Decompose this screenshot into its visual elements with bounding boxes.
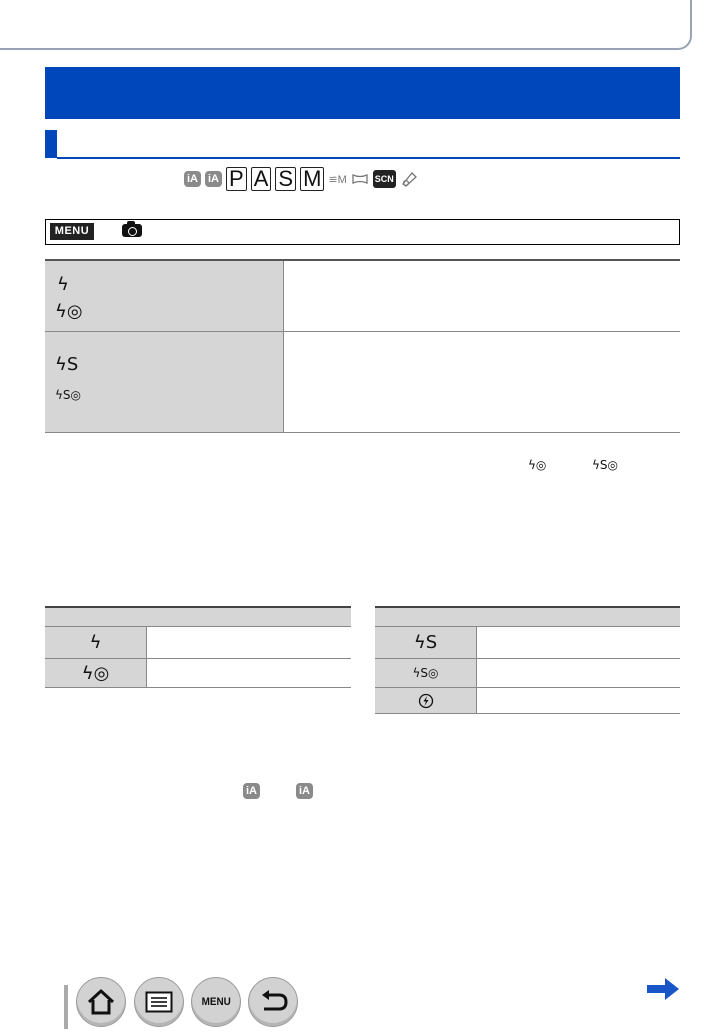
flash-availability-table-left [45, 606, 351, 688]
section-rule [57, 157, 680, 159]
slow-sync-icon: ϟS [55, 354, 79, 375]
table-row [375, 688, 680, 714]
camera-icon [122, 224, 142, 237]
flash-table-cell-forced [45, 261, 283, 332]
table-cell [45, 659, 147, 687]
section-marker [45, 130, 57, 158]
table-header [375, 606, 680, 626]
m-mode-icon: M [300, 167, 324, 191]
next-page-arrow-icon[interactable] [645, 976, 681, 1002]
inline-ia-mode-icon: iA [243, 783, 260, 799]
flash-forced-off-icon [418, 693, 434, 709]
home-button[interactable] [76, 977, 126, 1027]
forced-flash-red-eye-icon: ϟ◎ [55, 301, 83, 322]
panorama-mode-icon [351, 172, 369, 186]
forced-flash-red-eye-icon: ϟ◎ [81, 662, 110, 684]
table-cell [477, 659, 680, 687]
table-row [375, 626, 680, 659]
table-cell [477, 627, 680, 658]
return-icon [258, 989, 288, 1015]
p-mode-icon: P [226, 167, 247, 191]
scene-guide-mode-icon: SCN [373, 170, 396, 188]
inline-slow-sync-red-eye-icon: ϟS◎ [592, 458, 619, 472]
a-mode-icon: A [251, 167, 272, 191]
menu-label: MENU [201, 996, 231, 1008]
slow-sync-icon: ϟS [413, 632, 438, 653]
menu-icon: MENU [50, 223, 94, 240]
table-cell [477, 688, 680, 713]
table-cell [147, 627, 351, 658]
flash-table-bottom-rule [284, 432, 680, 433]
slow-sync-red-eye-icon: ϟS◎ [412, 666, 439, 680]
page-title-banner [45, 67, 680, 119]
recording-mode-icons [184, 166, 420, 192]
table-cell [147, 659, 351, 687]
slow-sync-red-eye-icon: ϟS◎ [55, 388, 82, 402]
list-icon [145, 991, 173, 1013]
inline-ia-plus-mode-icon: iA [296, 783, 313, 799]
contents-button[interactable] [134, 977, 184, 1027]
table-header [45, 606, 351, 626]
forced-flash-on-icon: ϟ [89, 632, 102, 653]
s-mode-icon: S [275, 167, 296, 191]
ia-plus-mode-icon: iA [205, 171, 222, 187]
table-row [45, 626, 351, 659]
creative-control-mode-icon [400, 169, 420, 189]
table-cell [375, 659, 477, 687]
table-cell [375, 688, 477, 713]
menu-path-bar [45, 219, 680, 245]
creative-video-mode-icon: ≌M [328, 173, 347, 186]
inline-red-eye-icon: ϟ◎ [528, 458, 547, 472]
flash-table-column-divider [283, 261, 284, 433]
flash-table-cell-slow-sync [45, 332, 283, 433]
home-icon [86, 988, 116, 1016]
menu-list-button[interactable] [191, 977, 241, 1027]
table-row [375, 659, 680, 688]
table-row [45, 659, 351, 688]
forced-flash-on-icon: ϟ [57, 274, 69, 295]
nav-divider [64, 985, 68, 1029]
table-cell [45, 627, 147, 658]
flash-availability-table-right [375, 606, 680, 714]
ia-mode-icon: iA [184, 171, 201, 187]
table-cell [375, 627, 477, 658]
flash-table-row-divider [284, 331, 680, 332]
back-button[interactable] [248, 977, 298, 1027]
page-frame [0, 0, 692, 50]
